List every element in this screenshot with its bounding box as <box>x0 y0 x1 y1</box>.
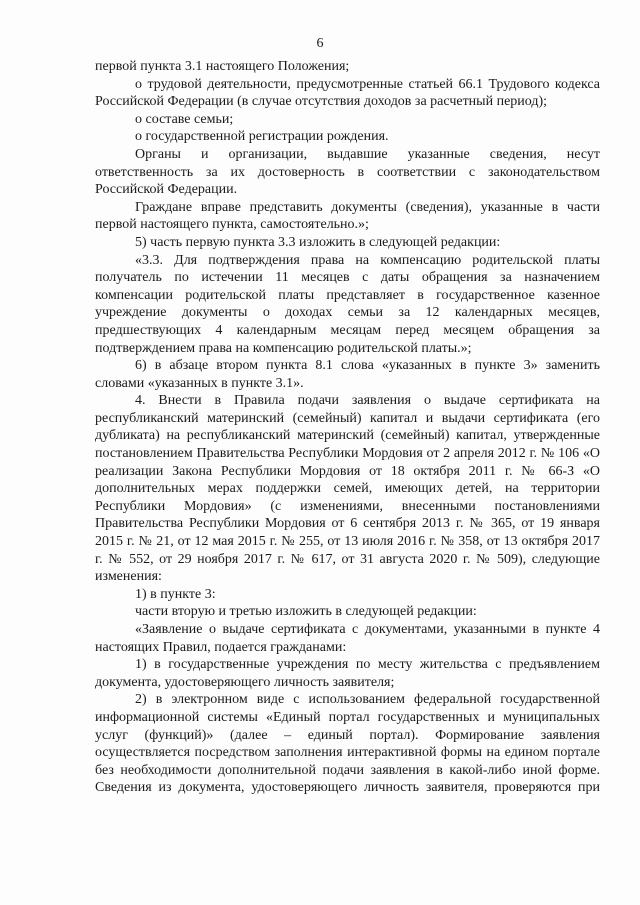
paragraph: о государственной регистрации рождения. <box>135 129 389 145</box>
paragraph: «Заявление о выдаче сертификата с документами, указанными в пункте 4 настоящих Правил, подается гражданами: <box>95 622 600 655</box>
page-number: 6 <box>316 36 324 51</box>
paragraph: первой пункта 3.1 настоящего Положения; <box>95 59 350 74</box>
paragraph: 4. Внести в Правила подачи заявления о выдаче сертификата на республиканский материнский (семейный) капитал и выдачи сертификата (его дубликата) на республиканский материнский (семейный) капитал, утвержденные постановлением Правительства Республики Мордовия от 2 апреля 2012 г. № 106 «О реализации Закона Республики Мордовия от 18 октября 2011 г. № 66-З «О дополнительных мерах поддержки семей, имеющих детей, на территории Республики Мордовия» (с изменениями, внесенными постановлениями Правительства Республики Мордовия от 6 сентября 2013 г. № 365, от 19 января 2015 г. № 21, от 12 мая 2015 г. № 255, от 13 июля 2016 г. № 358, от 13 октября 2017 г. № 552, от 29 ноября 2017 г. № 617, от 31 августа 2020 г. № 509), следующие изменения: <box>95 393 600 585</box>
paragraph: о трудовой деятельности, предусмотренные статьей 66.1 Трудового кодекса Российской Федерации (в случае отсутствия доходов за расчетный период); <box>95 76 600 110</box>
paragraph: части вторую и третью изложить в следующей редакции: <box>135 604 477 620</box>
paragraph: 5) часть первую пункта 3.3 изложить в следующей редакции: <box>135 234 501 250</box>
paragraph: 6) в абзаце втором пункта 8.1 слова «указанных в пункте 3» заменить словами «указанных в пункте 3.1». <box>95 358 600 391</box>
paragraph: Органы и организации, выдавшие указанные сведения, несут ответственность за их достоверность в соответствии с законодательством Российской Федерации. <box>95 146 600 198</box>
paragraph: о составе семьи; <box>135 111 234 127</box>
paragraph: «3.3. Для подтверждения права на компенсацию родительской платы получатель по истечении 11 месяцев с даты обращения за назначением компенсации родительской платы представляет в государственное казенное учреждение документы о доходах семьи за 12 календарных месяцев, предшествующих 4 календарным месяцам перед месяцем обращения за подтверждением права на компенсацию родительской платы.»; <box>95 252 600 356</box>
paragraph: 1) в государственные учреждения по месту жительства с предъявлением документа, удостоверяющего личность заявителя; <box>95 657 600 690</box>
paragraph: 1) в пункте 3: <box>135 586 216 602</box>
paragraph: 2) в электронном виде с использованием федеральной государственной информационной системы «Единый портал государственных и муниципальных услуг (функций)» (далее – единый портал). Формирование заявления осуществляется посредством заполнения интерактивной формы на едином портале без необходимости дополнительной подачи заявления в какой-либо иной форме. Сведения из документа, удостоверяющего личность заявителя, проверяются при <box>95 692 600 796</box>
paragraph: Граждане вправе представить документы (сведения), указанные в части первой настоящего пункта, самостоятельно.»; <box>95 199 600 233</box>
document-body <box>95 58 600 797</box>
